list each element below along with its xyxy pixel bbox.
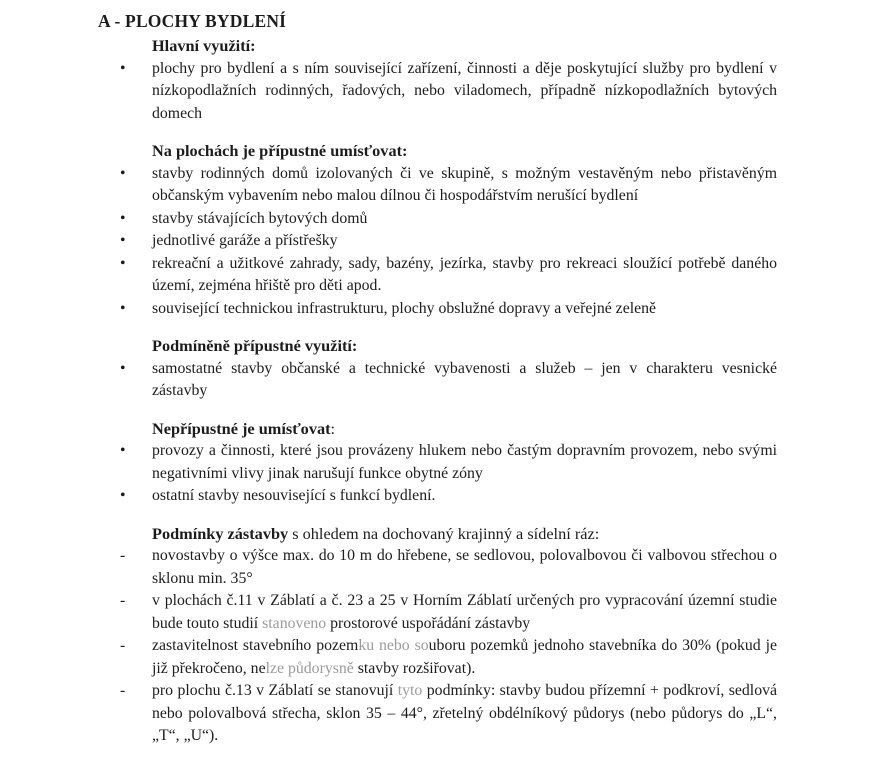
text-run: v plochách č.11 v Záblatí a č. 23 a 25 v Horním Záblatí určených pro vypracování územní studie bude touto studií [152, 592, 777, 632]
item-list [98, 358, 887, 403]
section-podminky-zastavby [98, 523, 887, 748]
text-run: rekreační a užitkové zahrady, sady, bazény, jezírka, stavby pro rekreaci sloužící potřebě daného území, zejména hřiště pro děti apod. [152, 254, 777, 294]
section-heading-bold-text: Na plochách je přípustné umísťovat: [152, 141, 408, 160]
faded-text-run: lze půdorysně [265, 659, 354, 677]
item-list [98, 58, 887, 126]
text-run: ostatní stavby nesouvisející s funkcí bydlení. [152, 487, 436, 504]
text-run: zastavitelnost stavebního pozem [152, 637, 359, 654]
section-heading [152, 523, 887, 546]
item-marker: • [120, 442, 126, 459]
item-text [152, 208, 367, 231]
text-run: související technickou infrastrukturu, plochy obslužné dopravy a veřejné zeleně [152, 299, 657, 317]
item-marker: - [120, 547, 126, 564]
list-item [98, 440, 887, 485]
faded-text-run: stanoveno [262, 614, 327, 632]
section-heading-bold-text: Nepřípustné je umísťovat [152, 418, 331, 438]
section-heading-regular-text: : [330, 418, 336, 438]
section-heading [152, 335, 887, 358]
list-item [98, 358, 887, 403]
item-text [152, 440, 777, 485]
section-nepripustne [98, 418, 887, 508]
list-item [98, 590, 887, 635]
list-item [98, 680, 887, 748]
faded-text-run: ku nebo so [358, 637, 429, 654]
section-heading [152, 140, 887, 163]
item-marker: • [120, 232, 126, 249]
section-podminene-pripustne [98, 335, 887, 403]
text-run: prostorové uspořádání zástavby [326, 614, 531, 632]
section-pripustne-umistovat [98, 140, 887, 320]
item-text [152, 58, 777, 126]
text-run: novostavby o výšce max. do 10 m do hřebene, se sedlovou, polovalbovou či valbovou střechou o sklonu min. 35° [152, 547, 777, 587]
item-marker: • [120, 299, 126, 317]
section-heading-bold-text: Podmíněně přípustné využití: [152, 336, 358, 355]
list-item [98, 298, 887, 321]
item-marker: - [120, 592, 126, 609]
list-item [98, 58, 887, 126]
text-run: provozy a činnosti, které jsou provázeny hlukem nebo častým dopravním provozem, nebo svými negativními vlivy jinak narušují funkce obytné zóny [152, 442, 777, 482]
item-text [152, 230, 338, 253]
list-item [98, 253, 887, 298]
list-item [98, 545, 887, 590]
section-heading [152, 418, 887, 441]
item-text [152, 590, 777, 635]
item-text [152, 635, 777, 680]
item-text [152, 163, 777, 208]
item-text [152, 358, 777, 403]
text-run: pro plochu č.13 v Záblatí se stanovují [152, 682, 398, 699]
text-run: stavby rozšiřovat). [353, 659, 476, 677]
text-run: jednotlivé garáže a přístřešky [152, 232, 338, 249]
item-text [152, 485, 435, 508]
item-marker: - [120, 637, 126, 654]
item-marker: • [120, 209, 126, 227]
section-heading [152, 35, 887, 58]
section-heading-bold-text: Podmínky zástavby [152, 523, 289, 543]
item-list [98, 163, 887, 321]
item-marker: • [120, 359, 126, 377]
text-run: stavby rodinných domů izolovaných či ve skupině, s možným vestavěným nebo přistavěným občanským vybavením nebo malou dílnou či hospodářstvím nerušící bydlení [152, 164, 777, 204]
text-run: stavby stávajících bytových domů [152, 209, 368, 227]
section-heading-bold-text: Hlavní využití: [152, 36, 256, 55]
document-sections [98, 35, 887, 748]
list-item [98, 208, 887, 231]
item-text [152, 253, 777, 298]
item-marker: • [120, 254, 126, 272]
item-marker: - [120, 682, 126, 699]
item-text [152, 298, 656, 321]
list-item [98, 635, 887, 680]
section-hlavni-vyuziti [98, 35, 887, 125]
text-run: plochy pro bydlení a s ním související zařízení, činnosti a děje poskytující služby pro bydlení v nízkopodlažních rodinných, řadových, nebo viladomech, případně nízkopodlažních bytových domech [152, 59, 777, 122]
list-item [98, 230, 887, 253]
section-heading-regular-text: s ohledem na dochovaný krajinný a sídelní ráz: [288, 523, 600, 543]
page-title: A - PLOCHY BYDLENÍ [98, 11, 287, 31]
item-text [152, 680, 777, 748]
item-marker: • [120, 59, 126, 77]
item-marker: • [120, 487, 126, 504]
text-run: uboru pozemků jednoho stavebníka do 30% (pokud je již překročeno, ne [152, 637, 777, 677]
item-list [98, 440, 887, 508]
item-list [98, 545, 887, 748]
text-run: samostatné stavby občanské a technické vybavenosti a služeb – jen v charakteru vesnické zástavby [152, 359, 777, 399]
list-item [98, 485, 887, 508]
text-run: podmínky: stavby budou přízemní + podkroví, sedlová nebo polovalbová střecha, sklon 35 – 44°, zřetelný obdélníkový půdorys (nebo půdorys do „L“, „T“, „U“). [152, 682, 778, 744]
item-text [152, 545, 777, 590]
list-item [98, 163, 887, 208]
faded-text-run: tyto [397, 682, 423, 699]
item-marker: • [120, 164, 126, 182]
